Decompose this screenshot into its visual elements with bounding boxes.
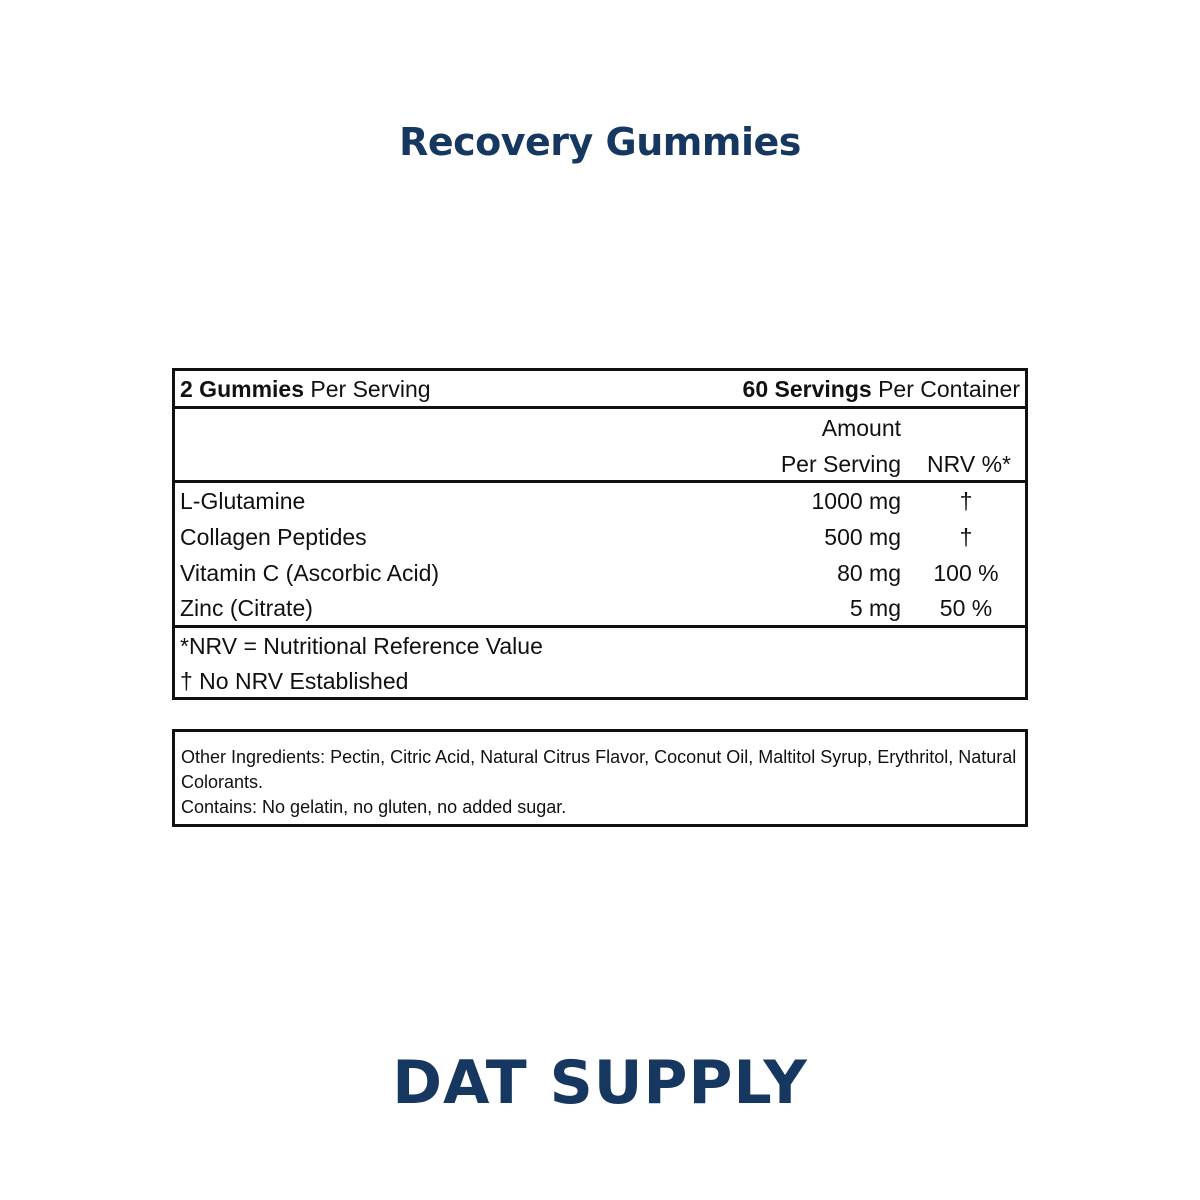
nutrient-amount: 80 mg <box>837 560 901 586</box>
nutrient-name: L-Glutamine <box>180 488 306 514</box>
ingredients-box <box>172 729 1028 827</box>
servings-label: Per Container <box>878 376 1020 402</box>
divider <box>175 480 1025 483</box>
nutrient-name: Zinc (Citrate) <box>180 595 313 621</box>
nutrient-name: Collagen Peptides <box>180 524 367 550</box>
nutrient-nrv: † <box>959 488 973 514</box>
nutrient-amount: 5 mg <box>849 595 901 621</box>
footnote-no-nrv: † No NRV Established <box>180 668 409 694</box>
product-title: Recovery Gummies <box>399 120 801 164</box>
serving-label: Per Serving <box>310 376 431 402</box>
divider <box>175 625 1025 628</box>
nutrient-amount: 1000 mg <box>811 488 901 514</box>
footnote-nrv-definition: *NRV = Nutritional Reference Value <box>180 633 543 659</box>
nutrient-nrv: 100 % <box>933 560 999 586</box>
nutrient-amount: 500 mg <box>824 524 901 550</box>
contains-statement: Contains: No gelatin, no gluten, no added sugar. <box>181 797 567 817</box>
brand-logo-text: DAT SUPPLY <box>392 1048 808 1118</box>
nutrient-nrv: 50 % <box>939 595 993 621</box>
serving-qty: 2 Gummies <box>180 376 304 402</box>
divider <box>175 406 1025 409</box>
supplement-facts-table <box>172 368 1028 700</box>
servings-per-container <box>743 378 1020 401</box>
col-nrv: NRV %* <box>927 451 1011 477</box>
col-amount-line2: Per Serving <box>780 451 901 477</box>
col-amount-line1: Amount <box>821 415 901 441</box>
serving-size <box>180 378 431 401</box>
nutrient-nrv: † <box>959 524 973 550</box>
nutrient-name: Vitamin C (Ascorbic Acid) <box>180 560 440 586</box>
servings-qty: 60 Servings <box>742 376 872 402</box>
other-ingredients: Other Ingredients: Pectin, Citric Acid, Natural Citrus Flavor, Coconut Oil, Maltitol Syrup, Erythritol, Natural Colorants. <box>181 747 1017 792</box>
